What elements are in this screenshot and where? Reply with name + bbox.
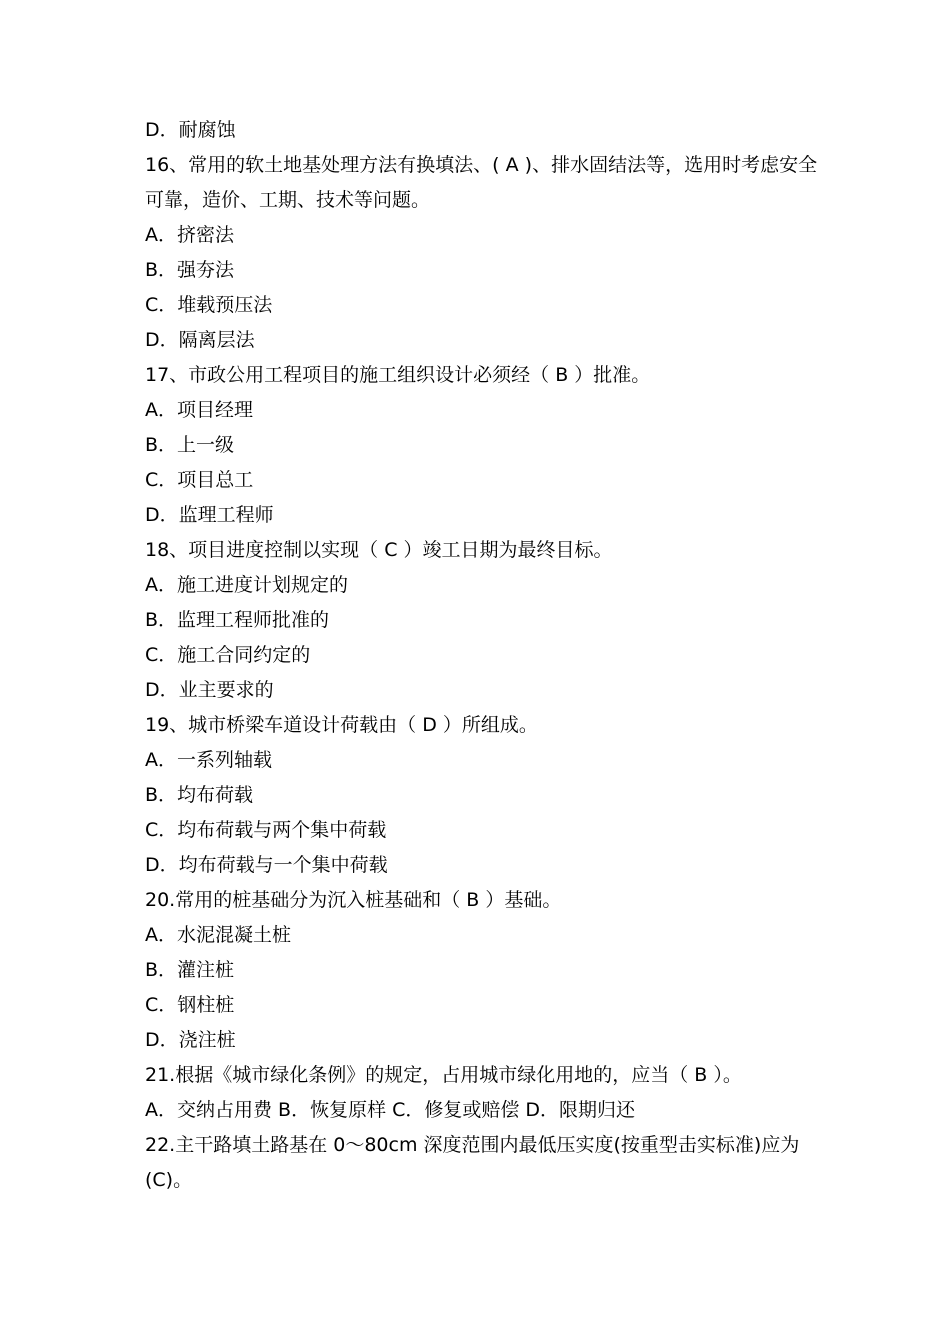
question-19: 19、城市桥梁车道设计荷载由（ D ）所组成。 <box>145 714 538 736</box>
option-b-q18: B．监理工程师批准的 <box>145 609 330 631</box>
option-d-q20: D．浇注桩 <box>145 1029 236 1051</box>
options-q21: A．交纳占用费 B．恢复原样 C．修复或赔偿 D．限期归还 <box>145 1099 636 1121</box>
question-21: 21.根据《城市绿化条例》的规定，占用城市绿化用地的，应当（ B ）。 <box>145 1064 742 1086</box>
option-c-q19: C．均布荷载与两个集中荷载 <box>145 819 387 841</box>
option-a-q19: A．一系列轴载 <box>145 749 272 771</box>
question-22: 22.主干路填土路基在 0～80cm 深度范围内最低压实度(按重型击实标准)应为 <box>145 1134 800 1156</box>
option-d-q19: D．均布荷载与一个集中荷载 <box>145 854 388 876</box>
option-a-q16: A．挤密法 <box>145 224 234 246</box>
question-16: 16、常用的软土地基处理方法有换填法、( A )、排水固结法等，选用时考虑安全 <box>145 154 818 176</box>
option-d-q17: D．监理工程师 <box>145 504 274 526</box>
option-d-q18: D．业主要求的 <box>145 679 274 701</box>
question-20: 20.常用的桩基础分为沉入桩基础和（ B ）基础。 <box>145 889 562 911</box>
question-16-cont: 可靠，造价、工期、技术等问题。 <box>145 189 431 211</box>
option-d-q16: D．隔离层法 <box>145 329 255 351</box>
option-d-q15: D．耐腐蚀 <box>145 119 236 141</box>
option-b-q20: B．灌注桩 <box>145 959 235 981</box>
question-18: 18、项目进度控制以实现（ C ）竣工日期为最终目标。 <box>145 539 613 561</box>
option-c-q16: C．堆载预压法 <box>145 294 273 316</box>
option-a-q17: A．项目经理 <box>145 399 253 421</box>
option-c-q18: C．施工合同约定的 <box>145 644 311 666</box>
option-a-q18: A．施工进度计划规定的 <box>145 574 348 596</box>
option-c-q17: C．项目总工 <box>145 469 254 491</box>
option-b-q16: B．强夯法 <box>145 259 235 281</box>
question-17: 17、市政公用工程项目的施工组织设计必须经（ B ）批准。 <box>145 364 651 386</box>
option-a-q20: A．水泥混凝土桩 <box>145 924 291 946</box>
document-page <box>145 113 825 1198</box>
option-c-q20: C．钢柱桩 <box>145 994 235 1016</box>
option-b-q19: B．均布荷载 <box>145 784 254 806</box>
option-b-q17: B．上一级 <box>145 434 235 456</box>
question-22-cont: (C)。 <box>145 1169 193 1191</box>
